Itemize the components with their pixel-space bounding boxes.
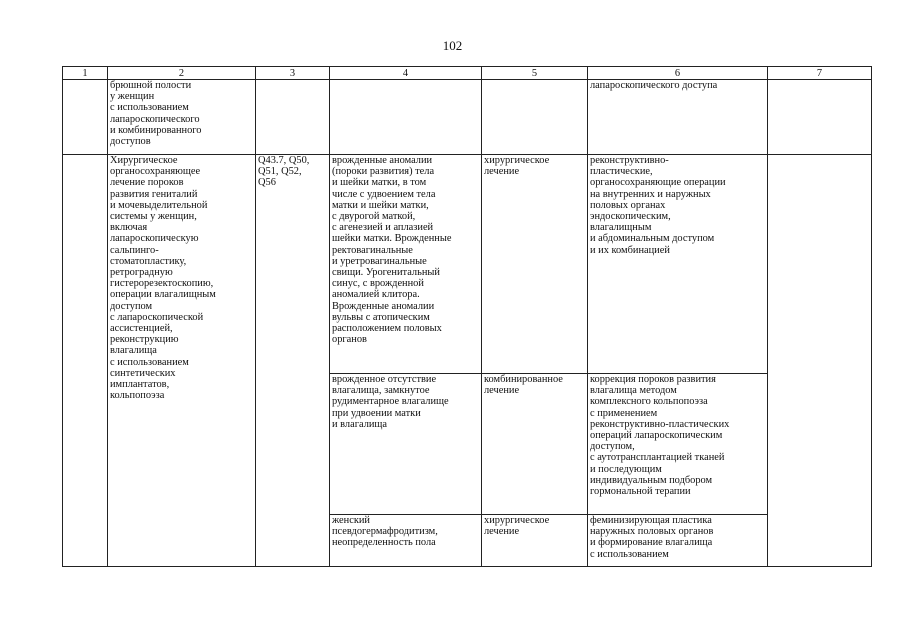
cell-row2-col5: хирургическое лечение (482, 155, 588, 374)
cell-row1-col5 (482, 80, 588, 155)
column-header-5: 5 (482, 67, 588, 80)
header-row (63, 67, 872, 80)
table-row (63, 80, 872, 155)
column-header-7: 7 (768, 67, 872, 80)
column-header-3: 3 (256, 67, 330, 80)
cell-row4-col5: хирургическое лечение (482, 515, 588, 567)
page-number: 102 (442, 38, 463, 53)
column-header-1: 1 (63, 67, 108, 80)
cell-row3-col5: комбинированное лечение (482, 374, 588, 515)
cell-row1-col7 (768, 80, 872, 155)
column-header-4: 4 (330, 67, 482, 80)
table-row (63, 155, 872, 374)
cell-row4-col6: феминизирующая пластика наружных половых органов и формирование влагалища с использованием (588, 515, 768, 567)
cell-row1-col4 (330, 80, 482, 155)
cell-row2-col7 (768, 155, 872, 567)
cell-row2-col2: Хирургическое органосохраняющее лечение пороков развития гениталий и мочевыделительной системы у женщин, включая лапароскопическую сальпинго- стоматопластику, ретроградную гистерорезектоскопию, операции влагалищным доступом с лапароскопической ассистенцией, реконструкцию влагалища с использованием синтетических имплантатов, кольпопоэза (108, 155, 256, 567)
cell-row1-col6: лапароскопического доступа (588, 80, 768, 155)
cell-row2-col1 (63, 155, 108, 567)
cell-row3-col4: врожденное отсутствие влагалища, замкнутое рудиментарное влагалище при удвоении матки и влагалища (330, 374, 482, 515)
cell-row4-col4: женский псевдогермафродитизм, неопределенность пола (330, 515, 482, 567)
cell-row1-col2: брюшной полости у женщин с использованием лапароскопического и комбинированного доступов (108, 80, 256, 155)
cell-row3-col6: коррекция пороков развития влагалища методом комплексного кольпопоэза с применением реконструктивно-пластических операций лапароскопическим доступом, с аутотрансплантацией тканей и последующим индивидуальным подбором гормональной терапии (588, 374, 768, 515)
cell-row1-col3 (256, 80, 330, 155)
cell-row1-col1 (63, 80, 108, 155)
column-header-6: 6 (588, 67, 768, 80)
procedures-table (62, 66, 872, 567)
cell-row2-col3: Q43.7, Q50, Q51, Q52, Q56 (256, 155, 330, 567)
cell-row2-col6: реконструктивно- пластические, органосохраняющие операции на внутренних и наружных половых органах эндоскопическим, влагалищным и абдоминальным доступом и их комбинацией (588, 155, 768, 374)
column-header-2: 2 (108, 67, 256, 80)
cell-row2-col4: врожденные аномалии (пороки развития) тела и шейки матки, в том числе с удвоением тела матки и шейки матки, с двурогой маткой, с агенезией и аплазией шейки матки. Врожденные ректовагинальные и уретровагинальные свищи. Урогенитальный синус, с врожденной аномалией клитора. Врожденные аномалии вульвы с атопическим расположением половых органов (330, 155, 482, 374)
